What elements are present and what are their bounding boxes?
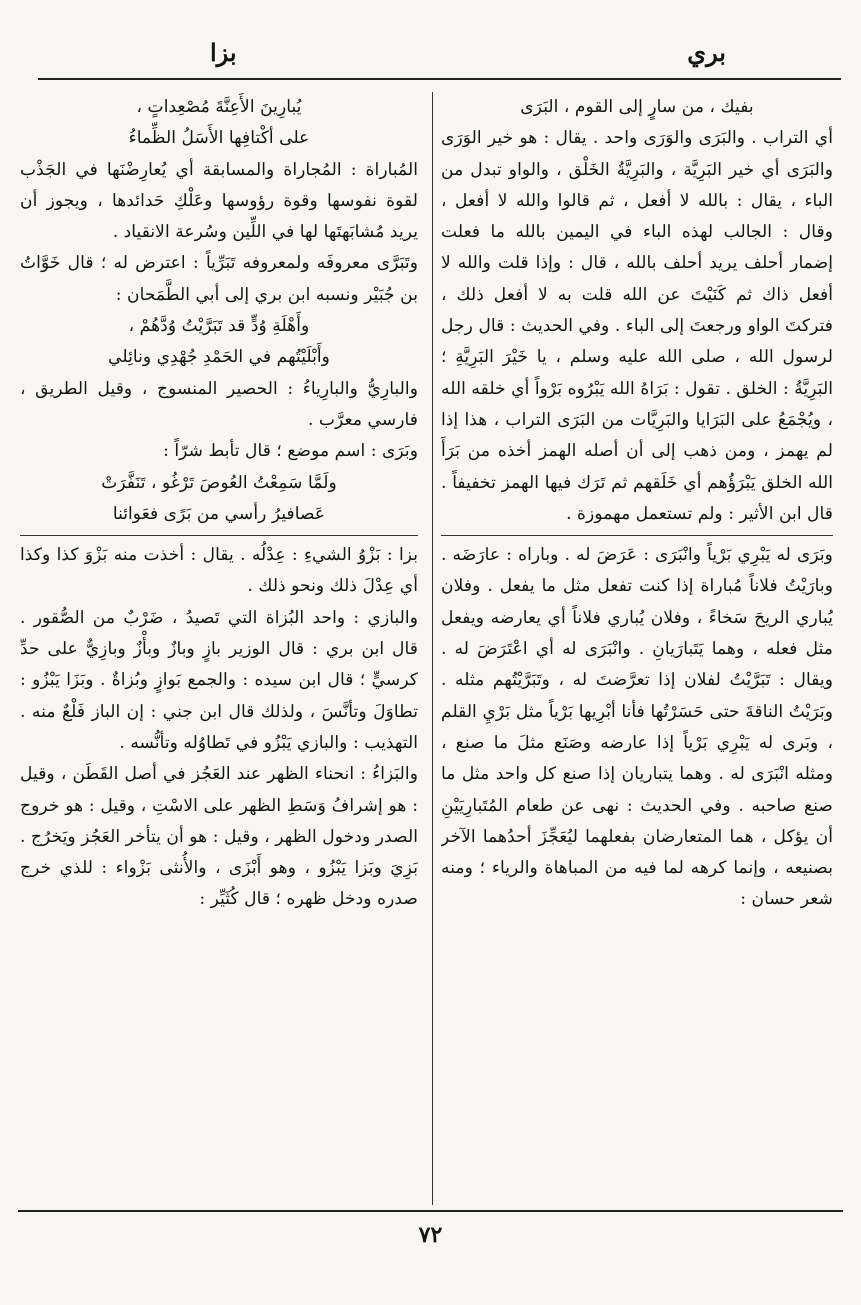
verse-line: بفيك ، من سارٍ إلى القوم ، البَرَى [520,97,754,117]
right-column [441,92,833,1202]
verse-line: على أكْتافِها الأَسَلُ الظِّماءُ [128,128,310,149]
entry-paragraph: بزا : بَزْوُ الشيءِ : عِدْلُه . يقال : أخذت منه بَزْوَ كذا وكذا أي عِدْلَ ذلك ونحو ذلك . [20,545,418,597]
verse-line: يُبارِينَ الأَعِنَّةَ مُصْعِداتٍ ، [136,97,302,117]
left-column [20,92,418,1202]
running-head-right: بري [687,38,726,67]
entry-paragraph: وبَرَى : اسم موضع ؛ قال تأبط شرّاً : [163,441,418,462]
entry-paragraph: المُباراة : المُجاراة والمسابقة أي يُعارِضْنَها في الجَذْب لقوة نفوسها وقوة رؤوسها وعَلْكِ حَدائدها ، ويجوز أن يريد مُشابَهتَها لها في اللِّين وسُرعة الانقياد . [20,159,418,243]
verse-line: عَصافيرُ رأسي من بَرًى فعَوائنا [112,503,326,524]
page-number: ٧٢ [418,1222,443,1248]
verse-line: وأَبْلَيْتُهم في الحَمْدِ جُهْدِي ونائِلي [108,347,330,368]
column-divider [432,92,433,1205]
entry-paragraph: وبَرَى له يَبْرِي بَرْياً وانْبَرَى : عَرَضَ له . وباراه : عارَضَه . وبارَيْتُ فلاناً مُباراة إذا كنت تفعل مثل ما يفعل . وفلان يُباري الريحَ سَخاءً ، وفلان يُباري فلاناً أي يعارضه ويفعل مثل فعله ، وهما يَتَبارَيانِ . وانْبَرَى له أي اعْتَرَضَ له . ويقال : تَبَرَّيْتُ لفلان إذا تعرَّضتَ له ، وتَبَرَّيْتُهم مثله . وبَرَيْتُ الناقةَ حتى حَسَرْتُها فأنا أبْرِيها بَرْياً مثل بَرْيِ القلم ، وبَرى له يَبْرِي بَرْياً إذا عارضه وصَنَع مثلَ ما صنع ، ومثله انْبَرَى له . وهما يتباريان إذا صنع كل واحد مثل ما صنع صاحبه . وفي الحديث : نهى عن طعام المُتَبارِيَيْنِ أن يؤكل ، هما المتعارضان بفعلهما ليُعَجِّزَ أحدُهما الآخر بصنيعه ، وإنما كرهه لما فيه من المباهاة والرياء ؛ ومنه شعر حسان : [441,545,833,910]
running-head-left: بزا [210,38,237,67]
verse-line: وأَهْلَةِ وُدٍّ قد تَبَرَّيْتُ وُدَّهُمْ ، [128,316,310,337]
entry-paragraph: والبازي : واحد البُزاة التي تَصيدُ ، ضَرْبٌ من الصُّقور . قال ابن بري : قال الوزير بازٍ وبازٌ وبأْزٌ وبازِيٌّ على حدِّ كرسيٍّ ؛ قال ابن سيده : والجمع بَوازٍ وبُزاةٌ . وبَزَا يَبْزُو : تطاوَلَ وتأنَّسَ ، ولذلك قال ابن جني : إن الباز فَلْعٌ منه . التهذيب : والبازي يَبْزُو في تَطاوُله وتأنُّسه . [20,607,418,753]
verse-line: ولَمَّا سَمِعْتُ العُوصَ تَرْغُو ، تَنَفَّرَتْ [101,472,337,493]
header-rule [38,78,841,80]
entry-paragraph: أي التراب . والبَرَى والوَرَى واحد . يقال : هو خير الوَرَى والبَرَى أي خير البَرِيَّة ، والبَرِيَّةُ الخَلْق ، والواو تبدل من الباء ، يقال : بالله لا أفعل ، ثم قالوا والله لا أفعل ، وقال : الجالب لهذه الباء في اليمين بالله ما فعلت إضمار أحلف يريد أحلف بالله ، قال : وإذا قلت والله لا أفعل ذاك ثم كَنَيْتَ عن الله قلت به لا أفعل ذلك ، فتركتَ الواو ورجعتَ إلى الباء . وفي الحديث : قال رجل لرسول الله ، صلى الله عليه وسلم ، يا خَيْرَ البَرِيَّةِ ؛ البَرِيَّةُ : الخلق . تقول : بَرَاهُ الله يَبْرُوه بَرْواً أي خلقه الله ، ويُجْمَعُ على البَرَايا والبَرِيَّات من البَرَى التراب ، هذا إذا لم يهمز ، ومن ذهب إلى أن أصله الهمز أخذه من بَرَأَ الله الخلق يَبْرَؤُهم أي خَلَقهم ثم تَرَك فيها الهمز تخفيفاً . قال ابن الأثير : ولم تستعمل مهموزة . [441,128,833,524]
entry-separator [441,535,833,536]
entry-paragraph: والبَزاءُ : انحناء الظهر عند العَجُز في أصل القَطَن ، وقيل : هو إشرافُ وَسَطِ الظهر على الاسْتِ ، وقيل : هو خروج الصدر ودخول الظهر ، وقيل : هو أن يتأخر العَجُز ويَخرُج . بَزِيَ وبَزا يَبْزُو ، وهو أَبْزَى ، والأُنثى بَزْواء : للذي خرج صدره ودخل ظهره ؛ قال كُثَيِّر : [20,764,418,910]
entry-paragraph: وتَبَرَّى معروفَه ولمعروفه تَبَرِّياً : اعترض له ؛ قال خَوَّاتُ بن جُبَيْر ونسبه ابن بري إلى أبي الطَّمَحان : [20,253,418,305]
footer-rule [18,1210,843,1212]
entry-paragraph: والبارِيُّ والبارِياءُ : الحصير المنسوج ، وقيل الطريق ، فارسي معرَّب . [20,378,418,430]
entry-separator [20,535,418,536]
